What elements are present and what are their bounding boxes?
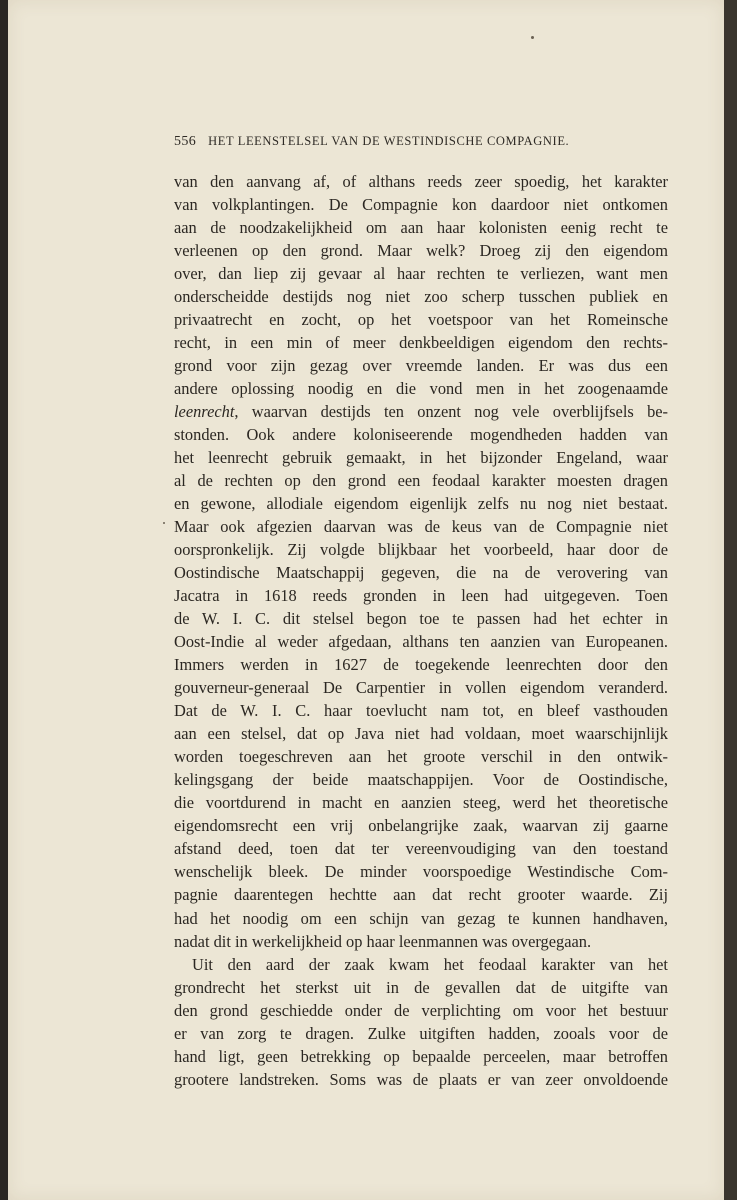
text-line: de W. I. C. dit stelsel begon toe te passen had het echter in xyxy=(174,609,668,629)
text-line: van volkplantingen. De Compagnie kon daardoor niet ontkomen xyxy=(174,195,668,215)
italic-term: leenrecht xyxy=(174,402,235,422)
scan-left-edge xyxy=(0,0,8,1200)
text-line: grootere landstreken. Soms was de plaats er van zeer onvoldoende xyxy=(174,1069,668,1089)
text-line: over, dan liep zij gevaar al haar rechten te verliezen, want men xyxy=(174,264,668,284)
text-line: Oost-Indie al weder afgedaan, althans ten aanzien van Europeanen. xyxy=(174,632,668,652)
running-header xyxy=(174,134,674,150)
text-line: Immers werden in 1627 de toegekende leenrechten door den xyxy=(174,655,668,675)
text-line: van den aanvang af, of althans reeds zeer spoedig, het karakter xyxy=(174,172,668,191)
text-line: worden toegeschreven aan het groote verschil in den ontwik- xyxy=(174,747,668,767)
text-line: stonden. Ook andere koloniseerende mogendheden hadden van xyxy=(174,425,668,445)
text-line: afstand deed, toen dat ter vereenvoudiging van den toestand xyxy=(174,839,668,859)
text-line: Dat de W. I. C. haar toevlucht nam tot, en bleef vasthouden xyxy=(174,701,668,721)
text-line-with-italic xyxy=(174,400,668,423)
text-line: wenschelijk bleek. De minder voorspoedige Westindische Com- xyxy=(174,862,668,882)
text-line: grondrecht het sterkst uit in de gevallen dat de uitgifte van xyxy=(174,977,668,997)
text-line: het leenrecht gebruik gemaakt, in het bijzonder Engeland, waar xyxy=(174,448,668,468)
paragraph-start-line: Uit den aard der zaak kwam het feodaal karakter van het xyxy=(192,954,668,974)
text-line: aan de noodzakelijkheid om aan haar kolonisten eenig recht te xyxy=(174,218,668,238)
running-title: HET LEENSTELSEL VAN DE WESTINDISCHE COMPAGNIE. xyxy=(208,134,570,148)
text-line: eigendomsrecht een vrij onbelangrijke zaak, waarvan zij gaarne xyxy=(174,816,668,836)
text-line: gouverneur-generaal De Carpentier in vollen eigendom veranderd. xyxy=(174,678,668,698)
text-line: recht, in een min of meer denkbeeldigen eigendom den rechts- xyxy=(174,333,668,353)
text-line: er van zorg te dragen. Zulke uitgiften hadden, zooals voor de xyxy=(174,1023,668,1043)
page-number: 556 xyxy=(174,134,197,149)
text-line: kelingsgang der beide maatschappijen. Voor de Oostindische, xyxy=(174,770,668,790)
text-line: hand ligt, geen betrekking op bepaalde perceelen, maar betroffen xyxy=(174,1046,668,1066)
text-line: en gewone, allodiale eigendom eigenlijk zelfs nu nog niet bestaat. xyxy=(174,494,668,514)
text-line: Oostindische Maatschappij gegeven, die na de verovering van xyxy=(174,563,668,583)
text-line: privaatrecht en zocht, op het voetspoor van het Romeinsche xyxy=(174,310,668,330)
scan-right-edge xyxy=(724,0,737,1200)
text-line: grond voor zijn gezag over vreemde landen. Er was dus een xyxy=(174,356,668,376)
text-line: die voortdurend in macht en aanzien steeg, werd het theoretische xyxy=(174,793,668,813)
text-line-rest: , waarvan destijds ten onzent nog vele overblijfsels be- xyxy=(234,402,668,422)
text-line: Maar ook afgezien daarvan was de keus van de Compagnie niet xyxy=(174,517,668,537)
body-text xyxy=(174,170,668,1091)
text-line: al de rechten op den grond een feodaal karakter moesten dragen xyxy=(174,471,668,491)
text-line: Jacatra in 1618 reeds gronden in leen had uitgegeven. Toen xyxy=(174,586,668,606)
text-line: andere oplossing noodig en die vond men in het zoogenaamde xyxy=(174,379,668,399)
text-line: verleenen op den grond. Maar welk? Droeg zij den eigendom xyxy=(174,241,668,261)
paper-speck xyxy=(531,36,534,39)
paragraph-end-line: nadat dit in werkelijkheid op haar leenmannen was overgegaan. xyxy=(174,931,592,951)
text-line: had het noodig om een schijn van gezag te kunnen handhaven, xyxy=(174,908,668,928)
text-line: den grond geschiedde onder de verplichting om voor het bestuur xyxy=(174,1000,668,1020)
text-line: oorspronkelijk. Zij volgde blijkbaar het voorbeeld, haar door de xyxy=(174,540,668,560)
text-line: pagnie daarentegen hechtte aan dat recht grooter waarde. Zij xyxy=(174,885,668,905)
text-line: onderscheidde destijds nog niet zoo scherp tusschen publiek en xyxy=(174,287,668,307)
paper-speck xyxy=(163,522,165,524)
text-line: aan een stelsel, dat op Java niet had voldaan, moet waarschijnlijk xyxy=(174,724,668,744)
